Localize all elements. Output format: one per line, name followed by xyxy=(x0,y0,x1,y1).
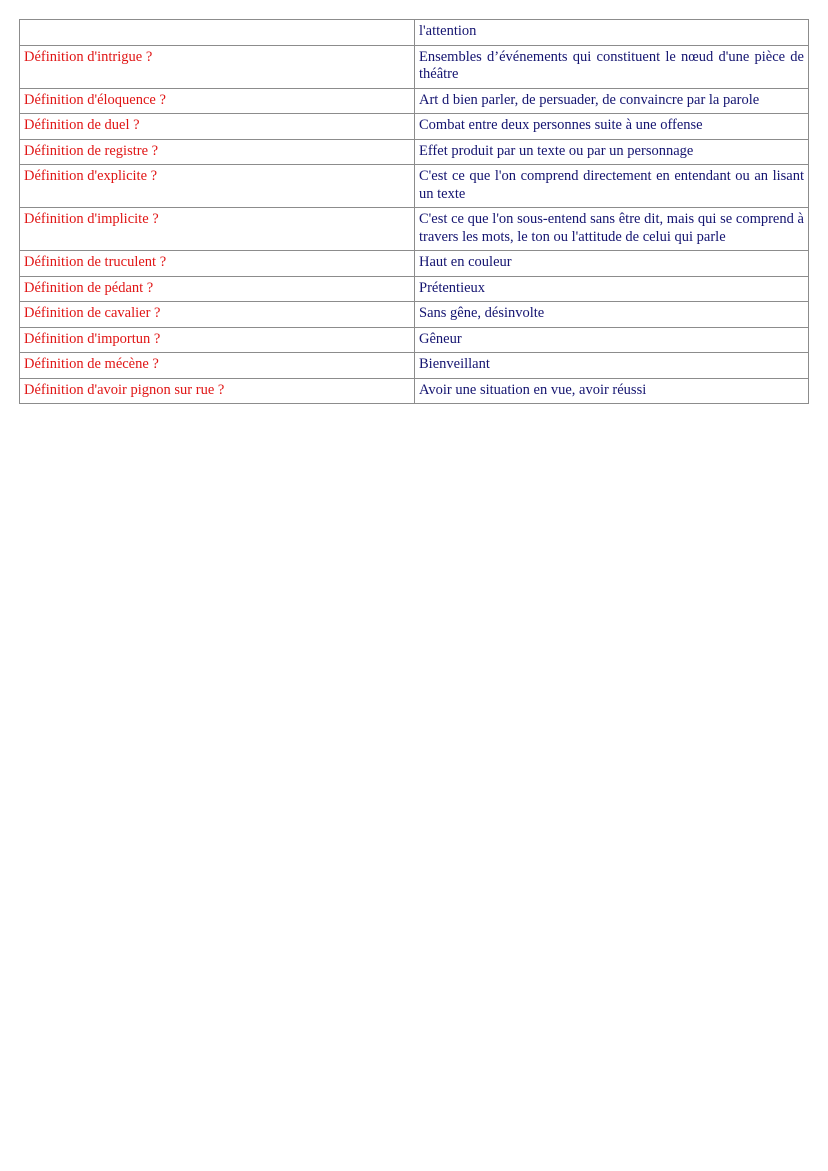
answer-text: Sans gêne, désinvolte xyxy=(419,305,545,321)
definitions-table xyxy=(19,19,809,404)
question-text: Définition d'intrigue ? xyxy=(24,48,153,65)
answer-cell xyxy=(415,302,809,328)
question-text: Définition d'importun ? xyxy=(24,330,161,347)
table-row xyxy=(20,327,809,353)
answer-cell xyxy=(415,165,809,208)
question-cell xyxy=(20,378,415,404)
table-row xyxy=(20,276,809,302)
question-text: Définition de truculent ? xyxy=(24,254,167,270)
table-row xyxy=(20,88,809,114)
answer-text: Ensembles d’événements qui constituent le nœud d'une pièce de théâtre xyxy=(419,48,804,82)
answer-cell xyxy=(415,139,809,165)
answer-cell xyxy=(415,45,809,88)
question-cell xyxy=(20,353,415,379)
answer-text: Art d bien parler, de persuader, de convaincre par la parole xyxy=(419,91,760,108)
answer-text: l'attention xyxy=(419,23,477,39)
table-row xyxy=(20,139,809,165)
answer-cell xyxy=(415,378,809,404)
question-cell xyxy=(20,251,415,277)
table-row xyxy=(20,302,809,328)
question-text: Définition d'explicite ? xyxy=(24,168,158,184)
answer-cell xyxy=(415,208,809,251)
question-cell xyxy=(20,114,415,140)
table-row xyxy=(20,208,809,251)
table-row xyxy=(20,378,809,404)
question-cell xyxy=(20,327,415,353)
answer-cell xyxy=(415,327,809,353)
question-text: Définition de duel ? xyxy=(24,117,140,133)
question-text: Définition d'implicite ? xyxy=(24,211,159,227)
answer-cell xyxy=(415,88,809,114)
question-cell xyxy=(20,165,415,208)
table-row xyxy=(20,353,809,379)
answer-cell xyxy=(415,276,809,302)
question-cell xyxy=(20,139,415,165)
answer-text: C'est ce que l'on comprend directement en entendant ou an lisant un texte xyxy=(419,168,804,202)
answer-cell xyxy=(415,353,809,379)
table-row xyxy=(20,114,809,140)
document-page xyxy=(19,19,809,404)
question-cell xyxy=(20,88,415,114)
question-cell xyxy=(20,276,415,302)
question-cell xyxy=(20,45,415,88)
answer-text: Haut en couleur xyxy=(419,254,512,270)
question-text: Définition de mécène ? xyxy=(24,356,159,372)
table-row xyxy=(20,45,809,88)
question-text: Définition d'éloquence ? xyxy=(24,91,166,108)
question-cell xyxy=(20,302,415,328)
answer-text: Effet produit par un texte ou par un personnage xyxy=(419,142,694,159)
answer-cell xyxy=(415,114,809,140)
answer-cell xyxy=(415,251,809,277)
question-cell xyxy=(20,20,415,46)
answer-text: Combat entre deux personnes suite à une offense xyxy=(419,117,703,133)
question-text: Définition de registre ? xyxy=(24,142,159,159)
answer-text: Prétentieux xyxy=(419,279,486,296)
table-row xyxy=(20,165,809,208)
table-row xyxy=(20,20,809,46)
question-text: Définition de cavalier ? xyxy=(24,305,161,321)
answer-text: C'est ce que l'on sous-entend sans être dit, mais qui se comprend à travers les mots, le ton ou l'attitude de celui qui parle xyxy=(419,211,804,245)
answer-text: Avoir une situation en vue, avoir réussi xyxy=(419,381,647,398)
question-text: Définition de pédant ? xyxy=(24,279,154,296)
answer-cell xyxy=(415,20,809,46)
table-row xyxy=(20,251,809,277)
answer-text: Bienveillant xyxy=(419,356,490,372)
answer-text: Gêneur xyxy=(419,330,462,347)
question-cell xyxy=(20,208,415,251)
question-text: Définition d'avoir pignon sur rue ? xyxy=(24,381,225,398)
